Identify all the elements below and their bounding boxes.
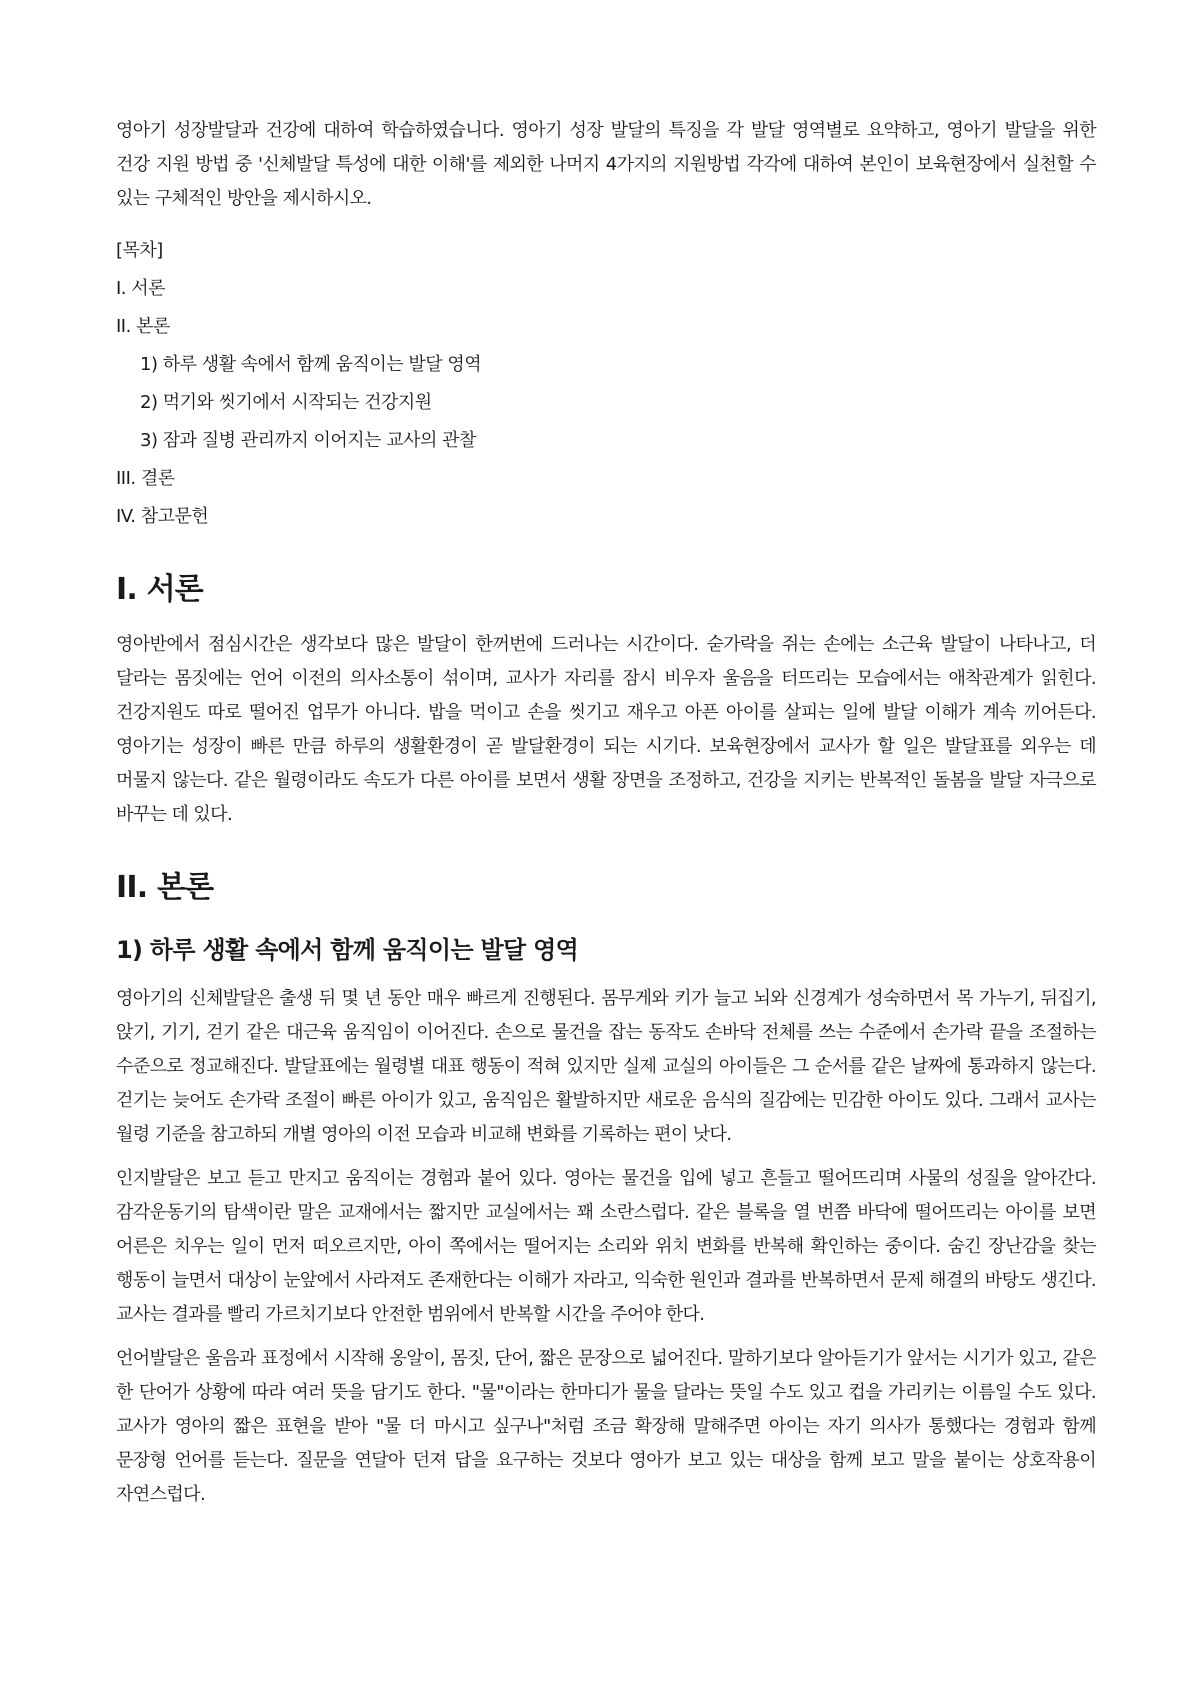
assignment-prompt: 영아기 성장발달과 건강에 대하여 학습하였습니다. 영아기 성장 발달의 특징을 각 발달 영역별로 요약하고, 영아기 발달을 위한 건강 지원 방법 중 '신체발달 특성에 대한 이해'를 제외한 나머지 4가지의 지원방법 각각에 대하여 본인이 보육현장에서 실천할 수 있는 구체적인 방안을 제시하시오. <box>116 120 1096 209</box>
toc-title: [목차] <box>116 240 163 261</box>
toc-item-conclusion: III. 결론 <box>116 468 175 489</box>
subsection-heading-1: 1) 하루 생활 속에서 함께 움직이는 발달 영역 <box>116 936 579 964</box>
toc-item-body-1: 1) 하루 생활 속에서 함께 움직이는 발달 영역 <box>140 354 482 375</box>
section-heading-intro: I. 서론 <box>116 572 203 607</box>
table-of-contents <box>116 270 1096 536</box>
section-heading-body: II. 본론 <box>116 870 214 905</box>
toc-item-intro: I. 서론 <box>116 278 166 299</box>
toc-item-body: II. 본론 <box>116 316 170 337</box>
toc-item-references: IV. 참고문헌 <box>116 506 209 527</box>
intro-paragraph: 영아반에서 점심시간은 생각보다 많은 발달이 한꺼번에 드러나는 시간이다. 숟가락을 쥐는 손에는 소근육 발달이 나타나고, 더 달라는 몸짓에는 언어 이전의 의사소통이 섞이며, 교사가 자리를 잠시 비우자 울음을 터뜨리는 모습에서는 애착관계가 읽힌다. 건강지원도 따로 떨어진 업무가 아니다. 밥을 먹이고 손을 씻기고 재우고 아픈 아이를 살피는 일에 발달 이해가 계속 끼어든다. 영아기는 성장이 빠른 만큼 하루의 생활환경이 곧 발달환경이 되는 시기다. 보육현장에서 교사가 할 일은 발달표를 외우는 데 머물지 않는다. 같은 월령이라도 속도가 다른 아이를 보면서 생활 장면을 조정하고, 건강을 지키는 반복적인 돌봄을 발달 자극으로 바꾸는 데 있다. <box>116 634 1096 825</box>
body-paragraph-physical: 영아기의 신체발달은 출생 뒤 몇 년 동안 매우 빠르게 진행된다. 몸무게와 키가 늘고 뇌와 신경계가 성숙하면서 목 가누기, 뒤집기, 앉기, 기기, 걷기 같은 대근육 움직임이 이어진다. 손으로 물건을 잡는 동작도 손바닥 전체를 쓰는 수준에서 손가락 끝을 조절하는 수준으로 정교해진다. 발달표에는 월령별 대표 행동이 적혀 있지만 실제 교실의 아이들은 그 순서를 같은 날짜에 통과하지 않는다. 걷기는 늦어도 손가락 조절이 빠른 아이가 있고, 움직임은 활발하지만 새로운 음식의 질감에는 민감한 아이도 있다. 그래서 교사는 월령 기준을 참고하되 개별 영아의 이전 모습과 비교해 변화를 기록하는 편이 낫다. <box>116 988 1096 1145</box>
toc-item-body-2: 2) 먹기와 씻기에서 시작되는 건강지원 <box>140 392 432 413</box>
toc-item-body-3: 3) 잠과 질병 관리까지 이어지는 교사의 관찰 <box>140 430 476 451</box>
body-paragraph-cognitive: 인지발달은 보고 듣고 만지고 움직이는 경험과 붙어 있다. 영아는 물건을 입에 넣고 흔들고 떨어뜨리며 사물의 성질을 알아간다. 감각운동기의 탐색이란 말은 교재에서는 짧지만 교실에서는 꽤 소란스럽다. 같은 블록을 열 번쯤 바닥에 떨어뜨리는 아이를 보면 어른은 치우는 일이 먼저 떠오르지만, 아이 쪽에서는 떨어지는 소리와 위치 변화를 반복해 확인하는 중이다. 숨긴 장난감을 찾는 행동이 늘면서 대상이 눈앞에서 사라져도 존재한다는 이해가 자라고, 익숙한 원인과 결과를 반복하면서 문제 해결의 바탕도 생긴다. 교사는 결과를 빨리 가르치기보다 안전한 범위에서 반복할 시간을 주어야 한다. <box>116 1168 1096 1325</box>
body-paragraph-language: 언어발달은 울음과 표정에서 시작해 옹알이, 몸짓, 단어, 짧은 문장으로 넓어진다. 말하기보다 알아듣기가 앞서는 시기가 있고, 같은 한 단어가 상황에 따라 여러 뜻을 담기도 한다. "물"이라는 한마디가 물을 달라는 뜻일 수도 있고 컵을 가리키는 이름일 수도 있다. 교사가 영아의 짧은 표현을 받아 "물 더 마시고 싶구나"처럼 조금 확장해 말해주면 아이는 자기 의사가 통했다는 경험과 함께 문장형 언어를 듣는다. 질문을 연달아 던져 답을 요구하는 것보다 영아가 보고 있는 대상을 함께 보고 말을 붙이는 상호작용이 자연스럽다. <box>116 1348 1096 1505</box>
